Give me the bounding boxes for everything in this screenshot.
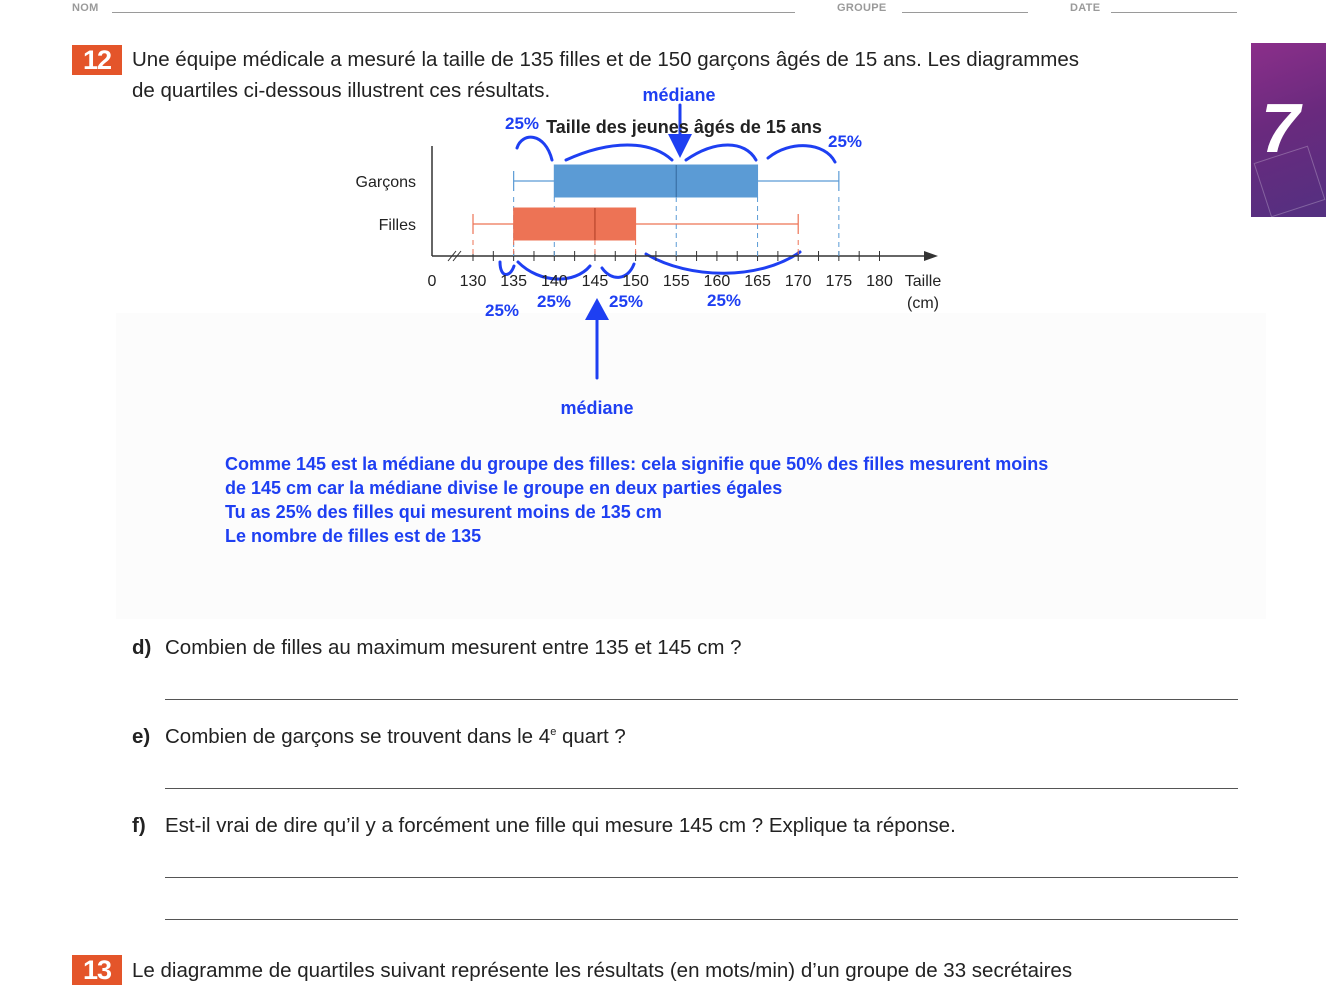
explanation-line-1: Comme 145 est la médiane du groupe des filles: cela signifie que 50% des filles mesurent moins <box>225 454 1049 474</box>
x-tick-label: 140 <box>540 273 568 290</box>
chart-title: Taille des jeunes âgés de 15 ans <box>546 117 822 137</box>
explanation-text <box>225 452 1048 548</box>
pct-bottom-3: 25% <box>608 292 644 311</box>
x-tick-label: 180 <box>866 273 893 290</box>
box <box>554 165 757 197</box>
explanation-line-2: de 145 cm car la médiane divise le groupe en deux parties égales <box>225 478 783 498</box>
pct-top-right: 25% <box>827 132 863 151</box>
answer-line-f-2[interactable] <box>165 919 1238 920</box>
boxplot-chart <box>0 0 1326 440</box>
handwritten-arc <box>768 146 835 162</box>
explanation-line-3: Tu as 25% des filles qui mesurent moins de 135 cm <box>225 502 662 522</box>
question-12-badge: 12 <box>72 45 122 75</box>
answer-line-e[interactable] <box>165 788 1238 789</box>
x-tick-label: 155 <box>662 273 690 290</box>
x-tick-label: 130 <box>459 273 487 290</box>
x-tick-label: 135 <box>500 273 528 290</box>
mediane-bottom-label: médiane <box>560 398 634 418</box>
handwritten-arc <box>517 137 552 160</box>
handwritten-arc <box>686 145 756 160</box>
groupe-label: GROUPE <box>837 2 887 14</box>
subquestion-e-letter: e) <box>132 725 151 748</box>
x-axis-label: Taille <box>904 273 942 290</box>
pct-bottom-2: 25% <box>536 292 572 311</box>
handwritten-arrowhead <box>668 134 692 158</box>
question-13-text <box>132 955 1072 986</box>
subquestion-e-superscript: e <box>550 726 557 739</box>
subquestion-e <box>132 725 626 749</box>
x-axis-unit: (cm) <box>907 295 939 312</box>
series-label: Filles <box>378 217 416 234</box>
handwritten-arc <box>566 145 672 160</box>
x-axis-arrow <box>924 251 938 261</box>
box <box>514 208 636 240</box>
subquestion-f-letter: f) <box>132 814 146 837</box>
pct-bottom-1: 25% <box>484 301 520 320</box>
answer-line-d[interactable] <box>165 699 1238 700</box>
x-tick-label: 175 <box>825 273 853 290</box>
date-label: DATE <box>1070 2 1101 14</box>
mediane-top-label: médiane <box>642 85 716 105</box>
chapter-number: 7 <box>1261 89 1300 167</box>
handwritten-annotations <box>500 105 835 378</box>
answer-line-f-1[interactable] <box>165 877 1238 878</box>
subquestion-d-letter: d) <box>132 636 152 659</box>
question-12-line1: Une équipe médicale a mesuré la taille de 135 filles et de 150 garçons âgés de 15 ans. Les diagrammes <box>132 48 1079 71</box>
x-tick-label: 0 <box>427 273 437 290</box>
pct-top-left: 25% <box>504 114 540 133</box>
pct-bottom-4: 25% <box>706 291 742 310</box>
x-tick-label: 145 <box>581 273 609 290</box>
subquestion-e-text-after: quart ? <box>556 725 626 748</box>
handwritten-arc <box>646 252 800 273</box>
x-tick-label: 160 <box>703 273 731 290</box>
question-13-line1: Le diagramme de quartiles suivant représente les résultats (en mots/min) d’un groupe de 33 secrétaires <box>132 959 1073 982</box>
subquestion-f-text: Est-il vrai de dire qu’il y a forcément une fille qui mesure 145 cm ? Explique ta réponse. <box>165 814 956 837</box>
question-13-badge: 13 <box>72 955 122 985</box>
subquestion-e-text-before: Combien de garçons se trouvent dans le 4 <box>165 725 551 748</box>
series-label: Garçons <box>355 174 416 191</box>
explanation-line-4: Le nombre de filles est de 135 <box>225 526 482 546</box>
x-tick-label: 150 <box>622 273 649 290</box>
x-tick-label: 165 <box>744 273 771 290</box>
subquestion-d <box>132 636 742 660</box>
subquestion-f <box>132 814 956 838</box>
handwritten-arrowhead <box>585 298 609 320</box>
question-12-line2: de quartiles ci-dessous illustrent ces résultats. <box>132 79 551 102</box>
subquestion-d-text: Combien de filles au maximum mesurent entre 135 et 145 cm ? <box>165 636 742 659</box>
nom-label: NOM <box>72 2 99 14</box>
x-tick-label: 170 <box>784 273 812 290</box>
